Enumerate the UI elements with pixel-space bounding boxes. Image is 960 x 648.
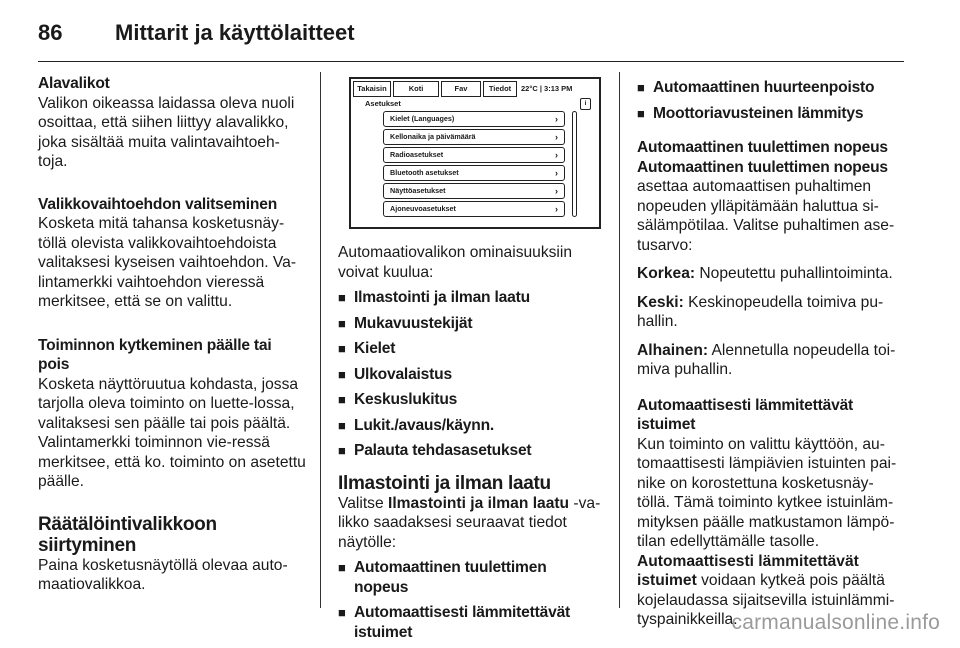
section-heading: Automaattisesti lämmitettävät istuimet — [637, 396, 854, 433]
section-title: Räätälöintivalikkoon siirtyminen — [38, 513, 217, 556]
climate-list — [338, 558, 602, 642]
paragraph: Paina kosketusnäytöllä olevaa auto-maatiovalikkoa. — [38, 556, 288, 593]
column-divider — [320, 72, 321, 608]
menu-item-clock-date[interactable] — [383, 129, 565, 145]
scrollbar[interactable] — [572, 111, 577, 217]
menu-item-label: Kellonaika ja päivämäärä — [390, 132, 476, 141]
tab-favorites[interactable]: Fav — [441, 81, 481, 97]
definition-text: Alennetulla nopeudella toi-miva puhallin. — [637, 341, 896, 378]
menu-item-bluetooth-settings[interactable] — [383, 165, 565, 181]
tab-home[interactable]: Koti — [393, 81, 439, 97]
tab-info[interactable]: Tiedot — [483, 81, 517, 97]
list-item: ■ Moottoriavusteinen lämmitys — [637, 104, 903, 124]
definition-term: Keski: — [637, 293, 684, 311]
screen-title: Asetukset — [365, 99, 401, 108]
chapter-title: Mittarit ja käyttölaitteet — [115, 20, 355, 45]
chevron-right-icon: › — [555, 168, 558, 178]
definition-term: Alhainen: — [637, 341, 709, 359]
section-title: Ilmastointi ja ilman laatu — [338, 472, 551, 494]
menu-item-vehicle-settings[interactable] — [383, 201, 565, 217]
info-icon[interactable]: i — [580, 98, 591, 110]
tab-back[interactable]: Takaisin — [353, 81, 391, 97]
text-run: voidaan kytkeä pois päältä kojelaudassa sijaitsevilla istuinlämmi-tyspainikkeilla. — [637, 572, 895, 628]
settings-menu-list — [383, 111, 565, 219]
section-heading: Alavalikot — [38, 75, 110, 92]
section-heading: Automaattinen tuulettimen nopeus — [637, 158, 888, 176]
list-item: ■ Mukavuustekijät — [338, 314, 602, 334]
paragraph: Valikon oikeassa laidassa oleva nuoli osoittaa, että siihen liittyy alavalikko, joka sisältää muita valintavaihtoeh-toja. — [38, 94, 295, 170]
paragraph — [338, 494, 602, 553]
text-run-bold: Ilmastointi ja ilman laatu — [387, 494, 570, 512]
definition — [637, 341, 903, 380]
paragraph: asettaa automaattisen puhaltimen nopeuden ylläpitämään haluttua si-sälämpötilaa. Valitse puhaltimen ase-tusarvo: — [637, 178, 895, 254]
menu-item-display-settings[interactable] — [383, 183, 565, 199]
chevron-right-icon: › — [555, 150, 558, 160]
page-number: 86 — [38, 20, 63, 45]
definition-text: Nopeutettu puhallintoiminta. — [695, 265, 893, 282]
list-item: ■ Automaattinen huurteenpoisto — [637, 78, 903, 98]
chevron-right-icon: › — [555, 186, 558, 196]
chevron-right-icon: › — [555, 114, 558, 124]
paragraph: Automaatiovalikon ominaisuuksiin voivat kuulua: — [338, 244, 573, 281]
section-heading: Toiminnon kytkeminen päälle tai pois — [38, 336, 272, 373]
list-item: ■ Ulkovalaistus — [338, 365, 602, 385]
menu-item-label: Näyttöasetukset — [390, 186, 446, 195]
definition-text: Keskinopeudella toimiva pu-hallin. — [637, 293, 884, 330]
list-item: ■ Kielet — [338, 339, 602, 359]
list-item: ■ Automaattinen tuulettimen nopeus — [338, 558, 602, 597]
column-3 — [637, 78, 903, 641]
screen-frame — [349, 77, 601, 229]
screen-tab-bar — [353, 81, 597, 97]
settings-screen-figure — [345, 77, 601, 229]
text-run-bold: Automaattisesti lämmitettävät istuimet — [637, 552, 859, 589]
list-item: ■ Keskuslukitus — [338, 390, 602, 410]
text-run: -va-likko saadaksesi seuraavat tiedot näytölle: — [338, 494, 601, 551]
definition — [637, 293, 903, 332]
menu-item-radio-settings[interactable] — [383, 147, 565, 163]
list-item: ■ Palauta tehdasasetukset — [338, 441, 602, 461]
paragraph: Kosketa näyttöruutua kohdasta, jossa tarjolla oleva toiminto on luette-lossa, valitaksesi sen päälle tai pois päältä. Valintamerkki toiminnon vie-ressä merkitsee, että ko. toiminto on asetettu päälle. — [38, 375, 306, 490]
paragraph: Kosketa mitä tahansa kosketusnäy-töllä olevista valikkovaihtoehdoista valitaksesi kyseisen vaihtoehdon. Va-lintamerkki vaihtoehdon vieressä merkitsee, että se on valittu. — [38, 215, 297, 310]
column-divider — [619, 72, 620, 608]
menu-item-languages[interactable] — [383, 111, 565, 127]
climate-list-continued — [637, 78, 903, 123]
definition — [637, 264, 903, 284]
feature-list — [338, 288, 602, 461]
list-item: ■ Lukit./avaus/käynn. — [338, 416, 602, 436]
column-1 — [38, 74, 306, 606]
list-item: ■ Automaattisesti lämmitettävät istuimet — [338, 603, 602, 642]
definition-term: Korkea: — [637, 265, 696, 282]
paragraph: Kun toiminto on valittu käyttöön, au-tomaattisesti lämpiävien istuinten pai-nike on korostettuna kosketusnäy-töllä. Tämä toiminto kytkee istuinläm-mityksen päälle matkustamon lämpö-tilan edellyttämälle tasolle. — [637, 435, 897, 550]
column-2 — [338, 243, 602, 648]
header-rule — [38, 61, 904, 62]
menu-item-label: Kielet (Languages) — [390, 114, 455, 123]
text-run: Valitse — [338, 494, 388, 512]
section-heading: Valikkovaihtoehdon valitseminen — [38, 195, 278, 213]
watermark: carmanualsonline.info — [731, 611, 940, 634]
menu-item-label: Radioasetukset — [390, 150, 444, 159]
list-item: ■ Ilmastointi ja ilman laatu — [338, 288, 602, 308]
status-temperature-time: 22°C | 3:13 PM — [521, 84, 573, 93]
chevron-right-icon: › — [555, 132, 558, 142]
menu-item-label: Bluetooth asetukset — [390, 168, 459, 177]
menu-item-label: Ajoneuvoasetukset — [390, 204, 456, 213]
chevron-right-icon: › — [555, 204, 558, 214]
section-heading: Automaattinen tuulettimen nopeus — [637, 139, 888, 156]
